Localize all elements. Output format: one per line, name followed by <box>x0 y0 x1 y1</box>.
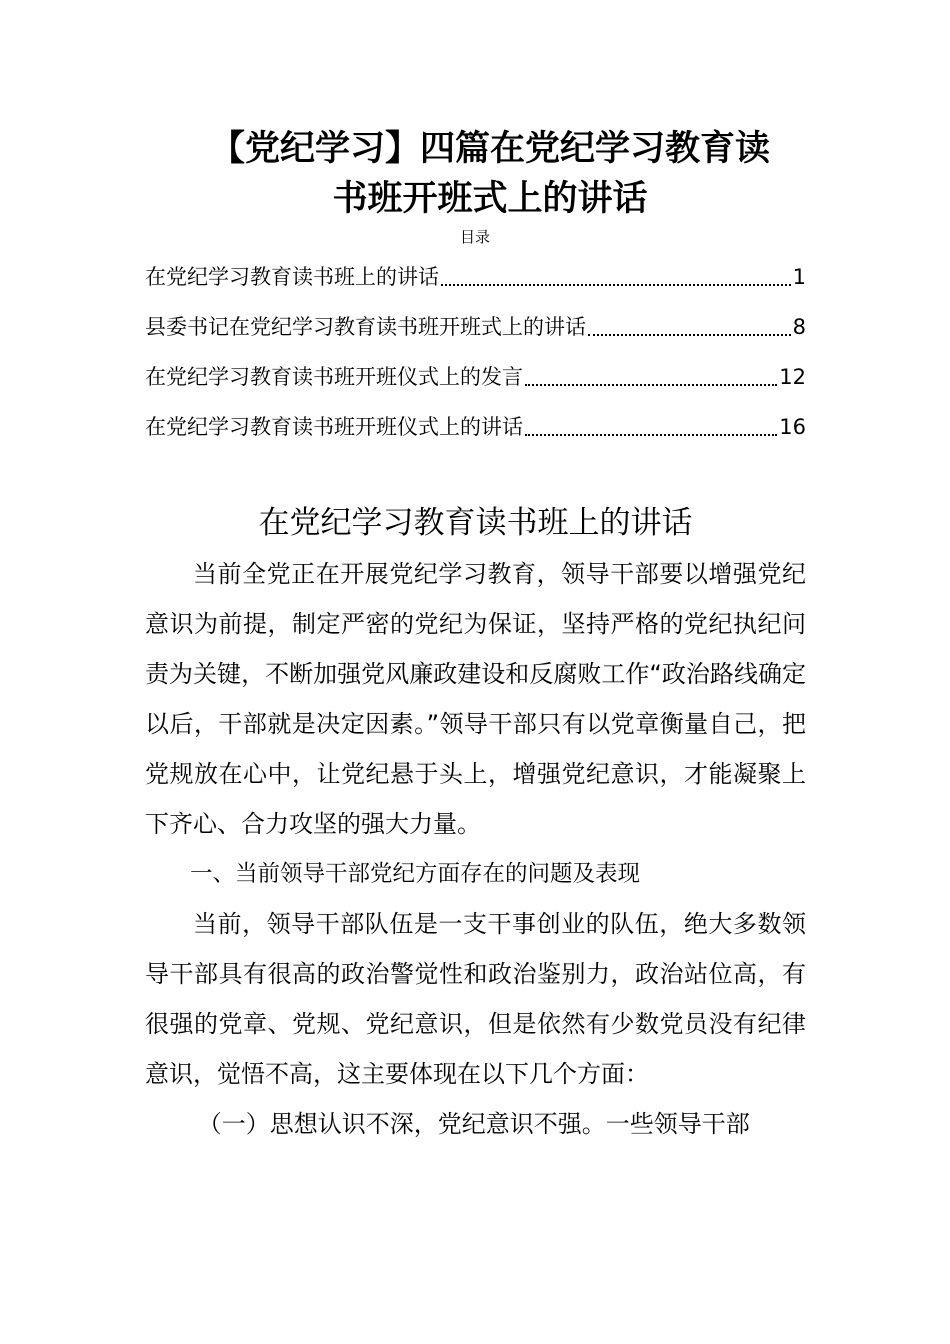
toc-entry-text: 在党纪学习教育读书班开班仪式上的讲话 <box>145 415 523 439</box>
document-title-line-2: 书班开班式上的讲话 <box>332 179 648 219</box>
paragraph: （一）思想认识不深，党纪意识不强。一些领导干部 <box>197 1110 750 1138</box>
body-text <box>145 549 806 1149</box>
document-title-line-1: 【党纪学习】四篇在党纪学习教育读 <box>209 129 770 169</box>
toc-entry[interactable] <box>145 252 806 302</box>
toc-entry-page: 8 <box>792 315 806 339</box>
subheading: 一、当前领导干部党纪方面存在的问题及表现 <box>190 861 641 887</box>
toc-entry-page: 12 <box>779 365 806 389</box>
toc-entry[interactable] <box>145 402 806 452</box>
toc-leader-dots <box>525 384 777 386</box>
toc-entry-page: 1 <box>792 265 806 289</box>
toc-leader-dots <box>525 434 777 436</box>
toc-entry-text: 县委书记在党纪学习教育读书班开班式上的讲话 <box>145 315 586 339</box>
table-of-contents <box>145 252 806 452</box>
document-title <box>150 124 830 224</box>
toc-leader-dots <box>441 284 791 286</box>
toc-entry[interactable] <box>145 302 806 352</box>
section-title: 在党纪学习教育读书班上的讲话 <box>258 505 693 541</box>
paragraph: 当前，领导干部队伍是一支干事创业的队伍，绝大多数领导干部具有很高的政治警觉性和政治鉴别力，政治站位高，有很强的党章、党规、党纪意识，但是依然有少数党员没有纪律意识，觉悟不高，这主要体现在以下几个方面： <box>145 910 806 1088</box>
toc-entry[interactable] <box>145 352 806 402</box>
toc-leader-dots <box>588 334 791 336</box>
toc-entry-page: 16 <box>779 415 806 439</box>
toc-entry-text: 在党纪学习教育读书班开班仪式上的发言 <box>145 365 523 389</box>
toc-heading: 目录 <box>459 228 490 246</box>
paragraph: 当前全党正在开展党纪学习教育，领导干部要以增强党纪意识为前提，制定严密的党纪为保证，坚持严格的党纪执纪问责为关键，不断加强党风廉政建设和反腐败工作“政治路线确定以后，干部就是决定因素。”领导干部只有以党章衡量自己，把党规放在心中，让党纪悬于头上，增强党纪意识，才能凝聚上下齐心、合力攻坚的强大力量。 <box>145 560 806 838</box>
toc-entry-text: 在党纪学习教育读书班上的讲话 <box>145 265 439 289</box>
